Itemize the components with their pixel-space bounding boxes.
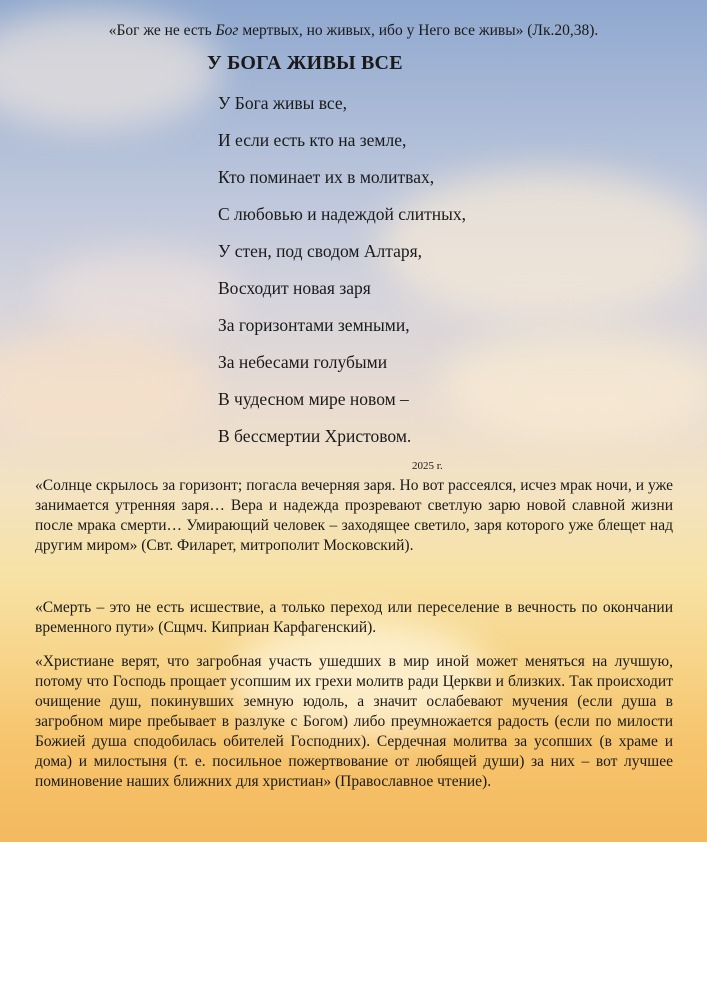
quote-paragraph-kiprian: «Смерть – это не есть исшествие, а только переход или переселение в вечность по окончании временного пути» (Сщмч. Киприан Карфагенский). bbox=[35, 599, 673, 636]
poem-line: За горизонтами земными, bbox=[218, 315, 410, 335]
poem-line: В чудесном мире новом – bbox=[218, 389, 409, 409]
quote-paragraph-filaret: «Солнце скрылось за горизонт; погасла вечерняя заря. Но вот рассеялся, исчез мрак ночи, и уже занимается утренняя заря… Вера и надежда прозревают светлую зарю новой славной жизни после мрака смерти… Умирающий человек – заходящее светило, заря которого уже блещет над другим миром» (Свт. Филарет, митрополит Московский). bbox=[35, 477, 673, 554]
epigraph-text: «Бог же не есть bbox=[108, 22, 216, 39]
poem-year: 2025 г. bbox=[412, 460, 443, 472]
epigraph-emphasis: Бог bbox=[215, 22, 239, 39]
poem-line: Кто поминает их в молитвах, bbox=[218, 167, 435, 187]
epigraph-text-end: мертвых, но живых, ибо у Него все живы» (Лк.20,38). bbox=[238, 22, 599, 39]
poem-title: У БОГА ЖИВЫ ВСЕ bbox=[207, 52, 403, 74]
poem-line: И если есть кто на земле, bbox=[218, 130, 407, 150]
quote-paragraph-orthodox-reading: «Христиане верят, что загробная участь ушедших в мир иной может меняться на лучшую, потому что Господь прощает усопшим их грехи молитв ради Церкви и близких. Так происходит очищение душ, покинувших земную юдоль, а значит ослабевают мучения (если душа в загробном мире пребывает в разлуке с Богом) либо преумножается радость (если по милости Божией душа сподобилась обителей Господних). Сердечная молитва за усопших (в храме и дома) и милостыня (т. е. посильное пожертвование от любящей души) за них – вот лучшее поминовение наших ближних для христиан» (Православное чтение). bbox=[35, 653, 673, 790]
poem-line: В бессмертии Христовом. bbox=[218, 426, 412, 446]
poem-line: У стен, под сводом Алтаря, bbox=[218, 241, 423, 261]
poem-line: За небесами голубыми bbox=[218, 352, 388, 372]
poem-line: Восходит новая заря bbox=[218, 278, 371, 298]
poem-line: У Бога живы все, bbox=[218, 93, 348, 113]
epigraph bbox=[0, 22, 707, 40]
poem-line: С любовью и надеждой слитных, bbox=[218, 204, 466, 224]
poem bbox=[218, 92, 466, 462]
